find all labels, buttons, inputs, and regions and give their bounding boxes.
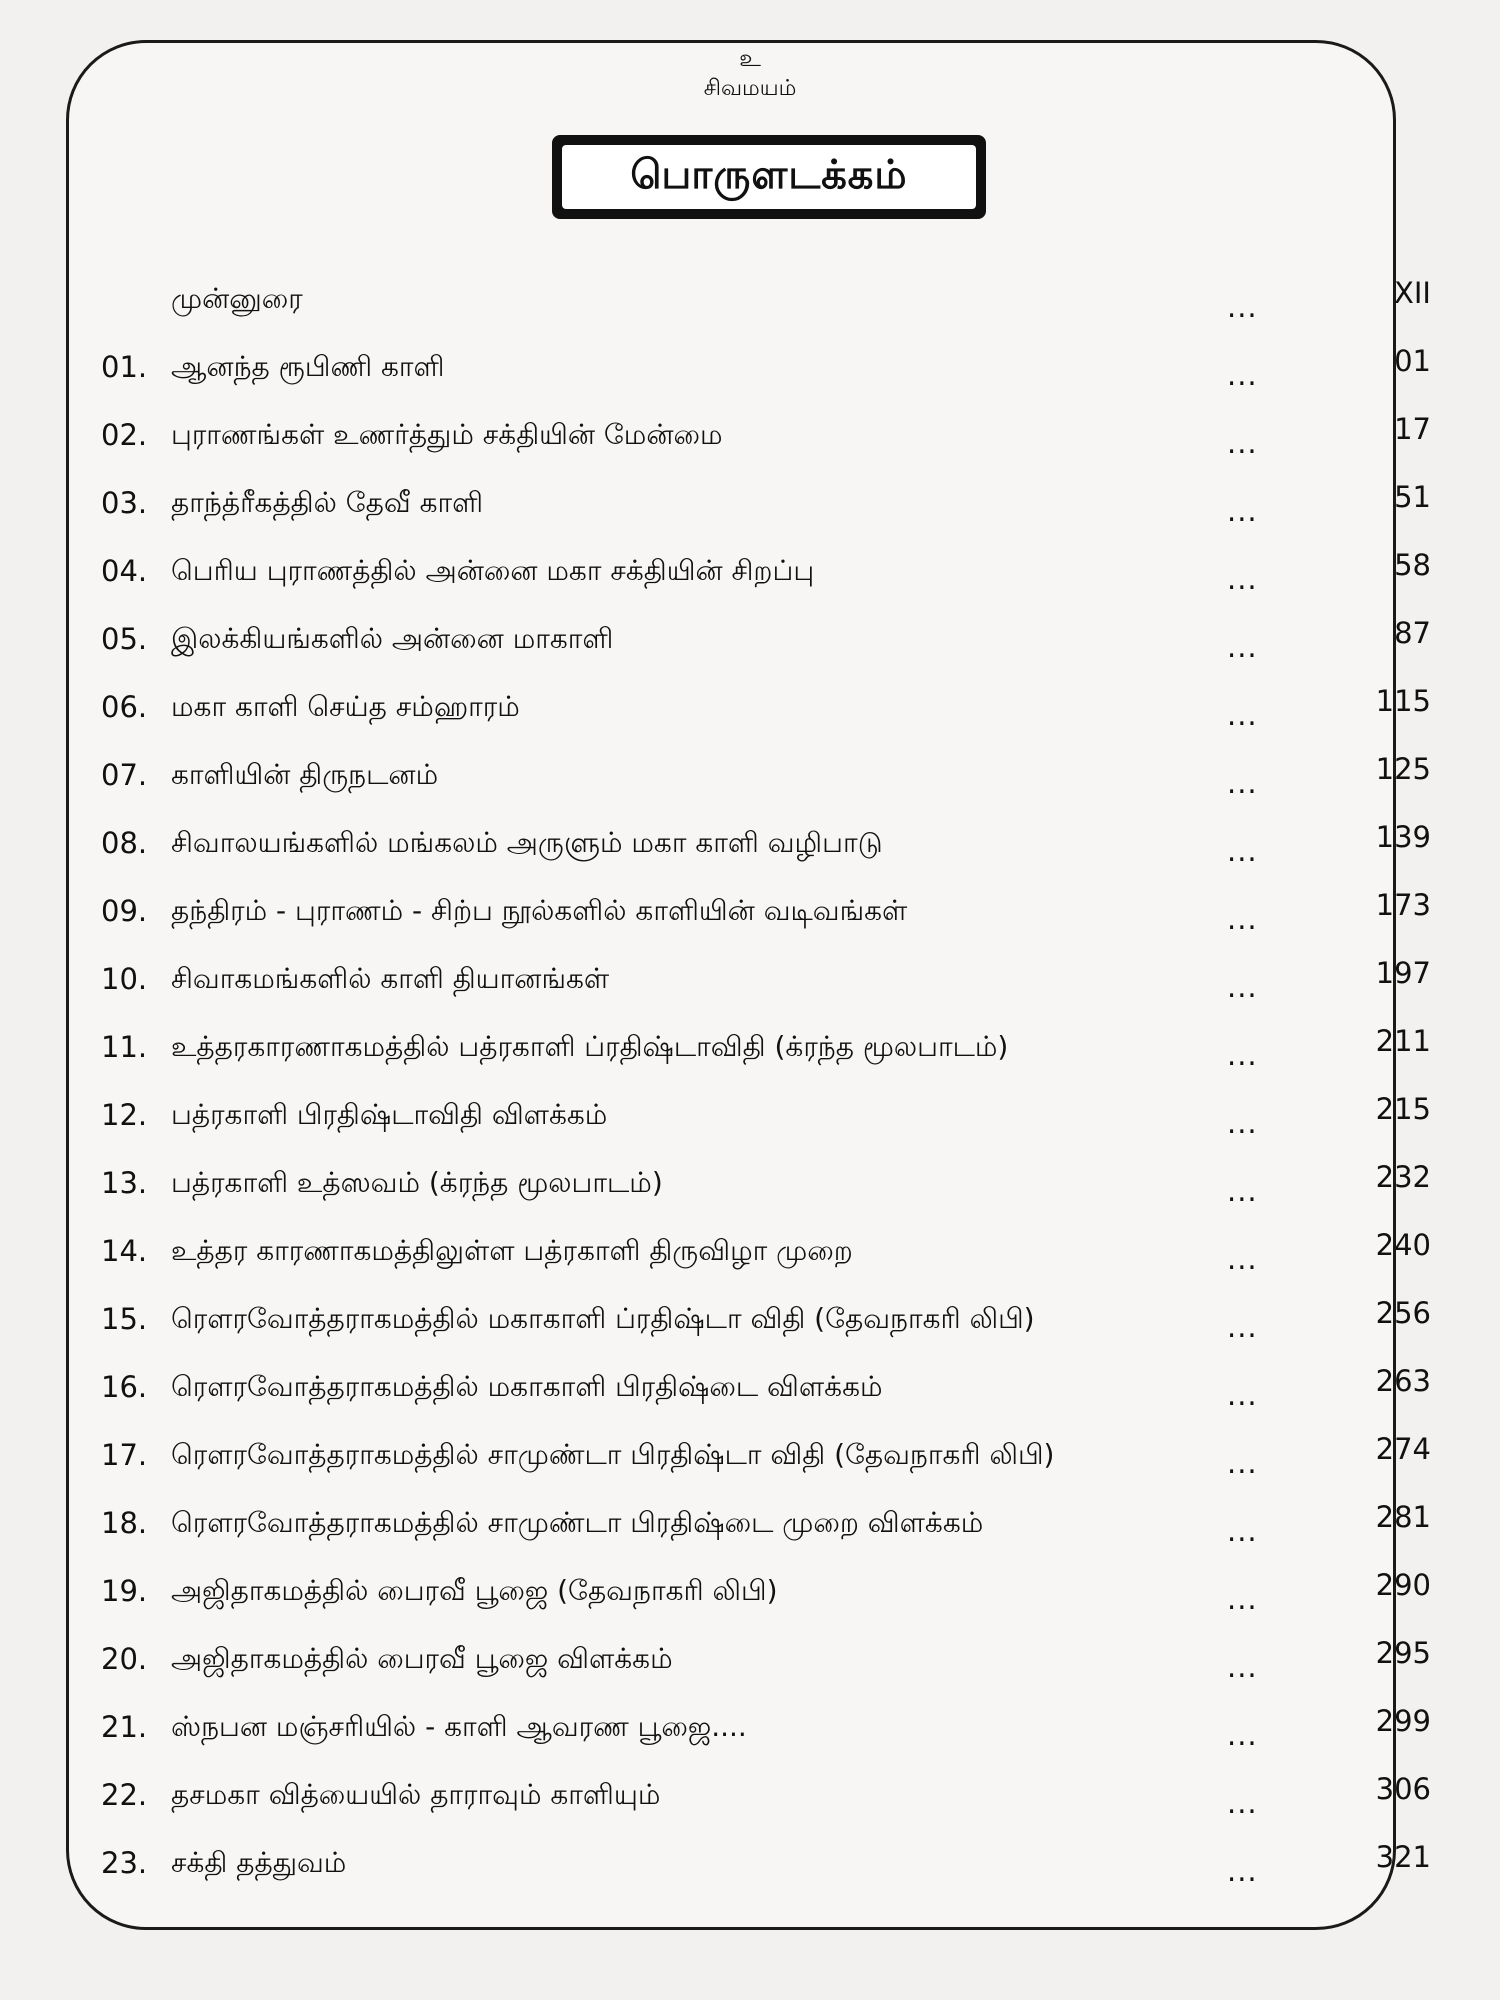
toc-entry-leader: ... xyxy=(1227,1514,1258,1548)
toc-entry-page: 51 xyxy=(1394,480,1431,514)
toc-entry-page: 197 xyxy=(1375,956,1431,990)
toc-entry-page: 115 xyxy=(1375,684,1431,718)
toc-entry-number: 09. xyxy=(101,894,148,928)
toc-entry-number: 03. xyxy=(101,486,148,520)
toc-entry-number: 12. xyxy=(101,1098,148,1132)
toc-entry xyxy=(0,1149,1500,1217)
toc-entry-leader: ... xyxy=(1227,426,1258,460)
toc-entry-page: 240 xyxy=(1375,1228,1431,1262)
invocation-mark: உ xyxy=(739,44,761,72)
toc-entry-title: பத்ரகாளி பிரதிஷ்டாவிதி விளக்கம் xyxy=(171,1098,608,1131)
toc-entry-page: 256 xyxy=(1375,1296,1431,1330)
toc-entry-number: 19. xyxy=(101,1574,148,1608)
toc-entry-leader: ... xyxy=(1227,1446,1258,1480)
toc-entry xyxy=(0,1013,1500,1081)
toc-entry-page: 211 xyxy=(1375,1024,1431,1058)
toc-entry-leader: ... xyxy=(1227,1038,1258,1072)
toc-entry-number: 13. xyxy=(101,1166,148,1200)
toc-entry-title: இலக்கியங்களில் அன்னை மாகாளி xyxy=(171,622,614,655)
toc-entry-page: 263 xyxy=(1375,1364,1431,1398)
toc-entry-leader: ... xyxy=(1227,1650,1258,1684)
toc-entry-page: 17 xyxy=(1394,412,1431,446)
toc-entry-leader: ... xyxy=(1227,1718,1258,1752)
toc-entry xyxy=(0,1557,1500,1625)
toc-entry-page: 01 xyxy=(1394,344,1431,378)
toc-entry-leader: ... xyxy=(1227,562,1258,596)
toc-entry-number: 17. xyxy=(101,1438,148,1472)
toc-entry-title: முன்னுரை xyxy=(171,282,303,315)
toc-entry xyxy=(0,741,1500,809)
toc-entry-number: 20. xyxy=(101,1642,148,1676)
toc-entry-leader: ... xyxy=(1227,1174,1258,1208)
toc-entry xyxy=(0,401,1500,469)
toc-entry-number: 15. xyxy=(101,1302,148,1336)
toc-entry-number: 06. xyxy=(101,690,148,724)
toc-entry-title: சக்தி தத்துவம் xyxy=(171,1846,347,1879)
toc-entry-number: 05. xyxy=(101,622,148,656)
toc-entry xyxy=(0,1421,1500,1489)
toc-entry-page: 274 xyxy=(1375,1432,1431,1466)
toc-entry-leader: ... xyxy=(1227,1786,1258,1820)
invocation-text: சிவமயம் xyxy=(703,76,797,101)
toc-entry xyxy=(0,1285,1500,1353)
toc-entry xyxy=(0,1217,1500,1285)
toc-entry-title: மகா காளி செய்த சம்ஹாரம் xyxy=(171,690,520,723)
toc-entry-number: 02. xyxy=(101,418,148,452)
toc-entry-page: XII xyxy=(1394,276,1431,310)
toc-entry-leader: ... xyxy=(1227,494,1258,528)
toc-entry-leader: ... xyxy=(1227,630,1258,664)
toc-entry-page: 295 xyxy=(1375,1636,1431,1670)
toc-entry-page: 125 xyxy=(1375,752,1431,786)
toc-entry xyxy=(0,265,1500,333)
toc-entry-page: 290 xyxy=(1375,1568,1431,1602)
toc-entry-number: 04. xyxy=(101,554,148,588)
toc-entry-leader: ... xyxy=(1227,358,1258,392)
toc-entry-page: 215 xyxy=(1375,1092,1431,1126)
toc-entry-title: ஆனந்த ரூபிணி காளி xyxy=(171,350,445,383)
toc-entry-title: புராணங்கள் உணர்த்தும் சக்தியின் மேன்மை xyxy=(171,418,723,451)
toc-entry-page: 281 xyxy=(1375,1500,1431,1534)
toc-entry-title: ரௌரவோத்தராகமத்தில் மகாகாளி ப்ரதிஷ்டா விதி (தேவநாகரி லிபி) xyxy=(171,1302,1035,1335)
table-of-contents xyxy=(0,265,1500,1897)
toc-entry xyxy=(0,877,1500,945)
toc-entry-title: சிவாலயங்களில் மங்கலம் அருளும் மகா காளி வழிபாடு xyxy=(171,826,883,859)
toc-entry xyxy=(0,945,1500,1013)
toc-entry-title: அஜிதாகமத்தில் பைரவீ பூஜை விளக்கம் xyxy=(171,1642,673,1675)
toc-entry-title: அஜிதாகமத்தில் பைரவீ பூஜை (தேவநாகரி லிபி) xyxy=(171,1574,778,1607)
toc-entry-number: 22. xyxy=(101,1778,148,1812)
toc-entry-leader: ... xyxy=(1227,290,1258,324)
toc-entry-title: பத்ரகாளி உத்ஸவம் (க்ரந்த மூலபாடம்) xyxy=(171,1166,663,1199)
toc-entry xyxy=(0,673,1500,741)
toc-entry xyxy=(0,1693,1500,1761)
toc-entry-leader: ... xyxy=(1227,1310,1258,1344)
toc-entry-leader: ... xyxy=(1227,1106,1258,1140)
toc-entry xyxy=(0,605,1500,673)
toc-entry-leader: ... xyxy=(1227,1378,1258,1412)
toc-entry xyxy=(0,1489,1500,1557)
toc-entry xyxy=(0,333,1500,401)
toc-entry xyxy=(0,809,1500,877)
toc-entry xyxy=(0,1625,1500,1693)
toc-entry-number: 23. xyxy=(101,1846,148,1880)
toc-entry-leader: ... xyxy=(1227,834,1258,868)
toc-entry-title: ரௌரவோத்தராகமத்தில் சாமுண்டா பிரதிஷ்டை முறை விளக்கம் xyxy=(171,1506,984,1539)
title-box xyxy=(552,135,986,219)
toc-entry-title: ரௌரவோத்தராகமத்தில் மகாகாளி பிரதிஷ்டை விளக்கம் xyxy=(171,1370,883,1403)
toc-entry xyxy=(0,1081,1500,1149)
toc-entry-number: 18. xyxy=(101,1506,148,1540)
toc-entry-page: 173 xyxy=(1375,888,1431,922)
toc-entry-title: உத்தரகாரணாகமத்தில் பத்ரகாளி ப்ரதிஷ்டாவிதி (க்ரந்த மூலபாடம்) xyxy=(171,1030,1009,1063)
toc-entry-leader: ... xyxy=(1227,698,1258,732)
toc-entry-title: தசமகா வித்யையில் தாராவும் காளியும் xyxy=(171,1778,661,1811)
toc-entry-page: 299 xyxy=(1375,1704,1431,1738)
toc-entry-page: 232 xyxy=(1375,1160,1431,1194)
toc-entry-leader: ... xyxy=(1227,1242,1258,1276)
toc-entry-leader: ... xyxy=(1227,1582,1258,1616)
toc-entry-title: உத்தர காரணாகமத்திலுள்ள பத்ரகாளி திருவிழா முறை xyxy=(171,1234,853,1267)
toc-entry-leader: ... xyxy=(1227,902,1258,936)
toc-entry-title: ஸ்நபன மஞ்சரியில் - காளி ஆவரண பூஜை.... xyxy=(171,1710,747,1743)
toc-entry xyxy=(0,1353,1500,1421)
toc-entry-leader: ... xyxy=(1227,766,1258,800)
toc-entry-page: 139 xyxy=(1375,820,1431,854)
toc-entry xyxy=(0,1761,1500,1829)
toc-entry xyxy=(0,537,1500,605)
toc-entry-number: 01. xyxy=(101,350,148,384)
toc-entry-number: 14. xyxy=(101,1234,148,1268)
toc-entry-number: 11. xyxy=(101,1030,148,1064)
toc-entry-leader: ... xyxy=(1227,1854,1258,1888)
page-title: பொருளடக்கம் xyxy=(562,145,976,209)
toc-entry-page: 58 xyxy=(1394,548,1431,582)
toc-entry-leader: ... xyxy=(1227,970,1258,1004)
toc-entry-page: 306 xyxy=(1375,1772,1431,1806)
toc-entry-title: தந்திரம் - புராணம் - சிற்ப நூல்களில் காளியின் வடிவங்கள் xyxy=(171,894,908,927)
toc-entry-title: சிவாகமங்களில் காளி தியானங்கள் xyxy=(171,962,610,995)
toc-entry xyxy=(0,1829,1500,1897)
toc-entry-title: தாந்த்ரீகத்தில் தேவீ காளி xyxy=(171,486,484,519)
toc-entry-title: பெரிய புராணத்தில் அன்னை மகா சக்தியின் சிறப்பு xyxy=(171,554,815,587)
toc-entry-title: ரௌரவோத்தராகமத்தில் சாமுண்டா பிரதிஷ்டா விதி (தேவநாகரி லிபி) xyxy=(171,1438,1055,1471)
toc-entry-page: 321 xyxy=(1375,1840,1431,1874)
toc-entry-page: 87 xyxy=(1394,616,1431,650)
toc-entry xyxy=(0,469,1500,537)
toc-entry-number: 07. xyxy=(101,758,148,792)
toc-entry-title: காளியின் திருநடனம் xyxy=(171,758,439,791)
toc-entry-number: 10. xyxy=(101,962,148,996)
toc-entry-number: 08. xyxy=(101,826,148,860)
toc-entry-number: 16. xyxy=(101,1370,148,1404)
toc-entry-number: 21. xyxy=(101,1710,148,1744)
